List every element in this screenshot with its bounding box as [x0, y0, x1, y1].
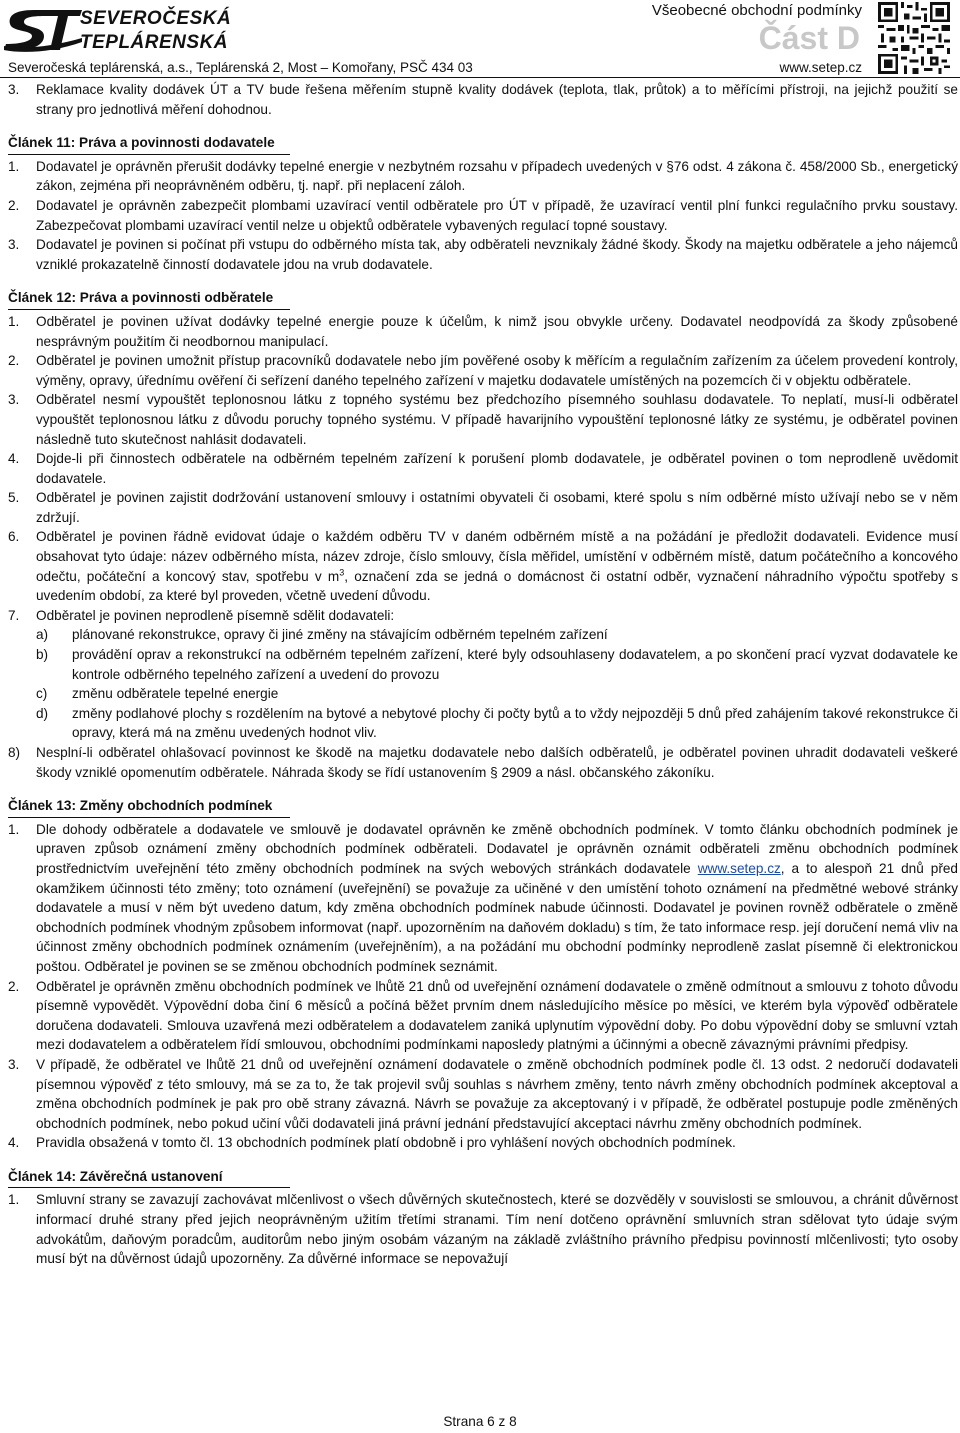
sub-list-item: [36, 625, 958, 645]
item-number: 2.: [8, 978, 20, 994]
list-item: [8, 351, 958, 390]
item-number: 7.: [8, 607, 20, 623]
item-text: Odběratel je povinen užívat dodávky tepelné energie pouze k účelům, k nimž jsou obvykle určeny. Dodavatel neodpovídá za škody způsobené nesprávným použitím či neodbornou manipulací.: [36, 313, 958, 349]
item-number: 2.: [8, 197, 20, 213]
item-text: Nesplní-li odběratel ohlašovací povinnost ke škodě na majetku dodavatele nebo dalších odběratelů, je odběratel povinen uhradit dodavateli veškeré škody vzniklé opomenutím odběratele. Náhrada škody se řídí ustanovením § 2909 a násl. občanského zákoníku.: [36, 745, 958, 780]
article-11-heading: Článek 11: Práva a povinnosti dodavatele: [8, 133, 290, 155]
item-number: 1.: [8, 313, 20, 329]
item-number: 1.: [8, 158, 20, 174]
header-divider: [0, 77, 960, 78]
item-text: [36, 527, 958, 605]
logo-text-line2: TEPLÁRENSKÁ: [80, 32, 229, 53]
st-logo-icon: [4, 6, 82, 54]
document-part: Část D: [758, 20, 860, 56]
company-logo: [4, 2, 244, 58]
list-item: [8, 1190, 958, 1268]
list-item: [8, 820, 958, 977]
item-text: Odběratel je oprávněn změnu obchodních podmínek ve lhůtě 21 dnů od uveřejnění oznámení dodavatele o změně odmítnout a smlouvu z tohoto důvodu písemně vypovědět. Výpovědní doba činí 6 měsíců a počíná běžet prvním dnem následujícího měsíce po měsíci, ve kterém byla výpověď odběratele doručena dodavateli. Smlouva uzavřená mezi odběratelem a dodavatelem zaniká uplynutím výpovědní doby. Po dobu výpovědní doby se smluvní vztah mezi dodavatelem a odběratelem řídí smlouvou, obchodními podmínkami naposledy platnými a účinnými a obecně závaznými právními předpisy.: [36, 978, 958, 1053]
item-text: Dojde-li při činnostech odběratele na odběrném tepelném zařízení k porušení plomb dodavatele, je odběratel povinen o tom neprodleně uvědomit dodavatele.: [36, 451, 958, 486]
item-number: 5.: [8, 490, 20, 506]
item-text: Reklamace kvality dodávek ÚT a TV bude řešena měřením stupně kvality dodávek (teplota, tlak, průtok) a to měřícími přístroji, na jejichž použití se strany pro jednotlivá měření dohodnou.: [36, 82, 958, 117]
company-url: www.setep.cz: [779, 60, 862, 75]
item-number: 3.: [8, 82, 20, 97]
sub-list-item: [36, 684, 958, 704]
sub-item-text: plánované rekonstrukce, opravy či jiné změny na stávajícím odběrném tepelném zařízení: [72, 627, 608, 643]
article-14-heading: Článek 14: Závěrečná ustanovení: [8, 1167, 290, 1189]
item-text: Dodavatel je oprávněn přerušit dodávky tepelné energie v nezbytném rozsahu v případech uvedených v §76 odst. 4 zákona č. 458/2000 Sb., energetický zákon, zejména při neoprávněném odběru, tj. např. při neplacení záloh.: [36, 158, 958, 194]
article-12-heading: Článek 12: Práva a povinnosti odběratele: [8, 288, 290, 310]
item-text: Odběratel nesmí vypouštět teplonosnou látku z topného systému bez předchozího písemného souhlasu dodavatele. To neplatí, musí-li odběratel vypouštět teplonosnou látku z důvodu poruchy topného systému. V případě havarijního vypouštění teplonosné látky ze systému, je odběratel povinen následně tuto skutečnost nahlásit dodavateli.: [36, 392, 958, 447]
page-header: [0, 0, 960, 80]
sub-item-text: změnu odběratele tepelné energie: [72, 686, 279, 702]
list-item: [8, 449, 958, 488]
list-item: [8, 488, 958, 527]
item-number: 4.: [8, 1135, 20, 1151]
item-number: 3.: [8, 1056, 20, 1072]
item-text: Odběratel je povinen zajistit dodržování ustanovení smlouvy i ostatními obyvateli či osobami, které spolu s ním odběrné místo užívají nebo se v něm zdržují.: [36, 490, 958, 525]
list-item: [8, 1133, 958, 1153]
sub-item-text: provádění oprav a rekonstrukcí na odběrném tepelném zařízení, které byly odsouhlaseny dodavatelem, a po skončení prací vyzvat dodavatele ke kontrole odběrného tepelného zařízení a uvedení do provozu: [72, 647, 958, 682]
list-item: [8, 390, 958, 449]
item-text: Odběratel je povinen neprodleně písemně sdělit dodavateli:: [36, 607, 395, 623]
item-number: 3.: [8, 237, 20, 253]
superscript: 3: [339, 567, 345, 578]
list-item: [8, 606, 958, 626]
item-number: 1.: [8, 1192, 20, 1208]
item-text-part: , označení zda se jedná o domácnost či ostatní odběr, vyznačení náhradního výpočtu spotřeby s uvedením období, za které byl proveden, včetně uvedení důvodu.: [36, 568, 958, 604]
item-number: 6.: [8, 529, 20, 545]
list-item: [8, 743, 958, 782]
sub-item-text: změny podlahové plochy s rozdělením na bytové a nebytové plochy či počty bytů a to vždy nejpozději 5 dnů před zahájením takové rekonstrukce či opravy, která má na změnu uvedených hodnot vliv.: [72, 705, 958, 741]
document-body: [8, 80, 958, 1269]
list-item: [8, 527, 958, 605]
logo-text-line1: SEVEROČESKÁ: [80, 8, 232, 29]
qr-code-icon: [878, 2, 950, 74]
item-number: 3.: [8, 392, 20, 408]
list-item: [8, 80, 958, 119]
article-13-heading: Článek 13: Změny obchodních podmínek: [8, 796, 290, 818]
sub-list-item: [36, 704, 958, 743]
document-title: Všeobecné obchodní podmínky: [651, 2, 862, 19]
item-text: V případě, že odběratel ve lhůtě 21 dnů od uveřejnění oznámení dodavatele o změně obchodních podmínek podle čl. 13 odst. 2 nedoručí dodavateli písemnou výpověď z této smlouvy, má se za to, že tak projevil svůj souhlas s návrhem změny, tento návrh změny obchodních podmínek akceptoval a změna obchodních podmínek je pak pro obě strany závazná. Návrh se považuje za akceptovaný i v případě, že odběratel postupuje podle změněných obchodních podmínek, nebo pokud učiní vůči dodavateli jiná právní jednání představující akceptaci návrhu změny obchodních podmínek.: [36, 1056, 958, 1131]
item-number: 1.: [8, 821, 20, 837]
item-text: Dodavatel je povinen si počínat při vstupu do odběrného místa tak, aby odběrateli nevznikaly žádné škody. Škody na majetku odběratele a jeho nájemců vzniklé prokazatelně činností dodavatele jdou na vrub dodavatele.: [36, 237, 958, 272]
sub-item-letter: c): [36, 686, 48, 702]
list-item: [8, 235, 958, 274]
list-item: [8, 196, 958, 235]
item-text-part: Dle dohody odběratele a dodavatele ve smlouvě je dodavatel oprávněn ke změně obchodních podmínek. V tomto článku obchodních podmínek je upraven způsob oznámení změny obchodních podmínek odběrateli. Dodavatel je oprávněn oznámit odběrateli změnu obchodních podmínek prostřednictvím uveřejnění této změny obchodních podmínek na svých webových stránkách dodavatele: [36, 821, 958, 876]
list-item: [8, 157, 958, 196]
list-item: [8, 1055, 958, 1133]
item-text: [36, 820, 958, 977]
item-number: 8): [8, 745, 21, 760]
item-text: Dodavatel je oprávněn zabezpečit plombami uzavírací ventil odběratele pro ÚT v případě, že uzavírací ventil plní funkci regulačního prvku soustavy. Zabezpečovat plombami uzavírací ventil nelze u objektů odběratele vybavených regulací topné soustavy.: [36, 197, 958, 233]
item-text: Pravidla obsažená v tomto čl. 13 obchodních podmínek platí obdobně i pro vyhlášení nových obchodních podmínek.: [36, 1135, 736, 1151]
item-text: Smluvní strany se zavazují zachovávat mlčenlivost o všech důvěrných skutečnostech, které se dozvěděly v souvislosti se smlouvou, a chránit důvěrnost informací druhé strany před jejich neoprávněným užitím třetími stranami. Tím není dotčeno oprávnění smluvních stran sdělovat tyto údaje svým advokátům, daňovým poradcům, auditorům nebo jiným osobám vázaným na základě zvláštního právního předpisu povinností mlčenlivosti; tyto osoby musí být na důvěrnost údajů upozorněny. Za důvěrné informace se nepovažují: [36, 1192, 958, 1267]
sub-item-letter: b): [36, 647, 49, 663]
company-address: Severočeská teplárenská, a.s., Teplárenská 2, Most – Komořany, PSČ 434 03: [8, 60, 473, 75]
item-text-part: , a to alespoň 21 dnů před okamžikem účinnosti této změny; toto oznámení (uveřejnění) se považuje za učiněné v den umístění tohoto oznámení na předmětné webové stránky dodavatele a musí v něm být uvedeno datum, kdy změna obchodních podmínek nabude účinnosti. Dodavatel je povinen rovněž odběratele o změně obchodních podmínek vhodným způsobem informovat (např. upozorněním na daňovém dokladu) s tím, že tato informace resp. její doručení nemá vliv na účinnost změny obchodních podmínek oznámením (uveřejněním), a na požádání mu obchodní podmínky neprodleně zaslat písemně či elektronickou poštou. Odběratel je povinen se se změnou obchodních podmínek seznámit.: [36, 860, 958, 974]
page-number: Strana 6 z 8: [443, 1414, 517, 1429]
item-number: 2.: [8, 353, 20, 369]
website-link[interactable]: www.setep.cz: [697, 860, 781, 876]
sub-item-letter: d): [36, 705, 49, 721]
item-text: Odběratel je povinen umožnit přístup pracovníků dodavatele nebo jím pověřené osoby k měřícím a regulačním zařízením za účelem provedení kontroly, výměny, opravy, úřednímu ověření či seřízení daného tepelného zařízení v majetku dodavatele umístěných na pozemcích či v objektu odběratele.: [36, 353, 958, 388]
sub-item-letter: a): [36, 627, 49, 643]
list-item: [8, 977, 958, 1055]
item-number: 4.: [8, 451, 20, 467]
list-item: [8, 312, 958, 351]
sub-list-item: [36, 645, 958, 684]
item-text-part: Odběratel je povinen řádně evidovat údaje o každém odběru TV v daném odběrném místě a na požádání je předložit dodavateli. Evidence musí obsahovat tyto údaje: název odběrného místa, název zdroje, číslo smlouvy, čísla měřidel, umístění v odběrném místě, datum počátečního a koncového odečtu, počáteční a koncový stav, spotřebu v m: [36, 529, 958, 584]
